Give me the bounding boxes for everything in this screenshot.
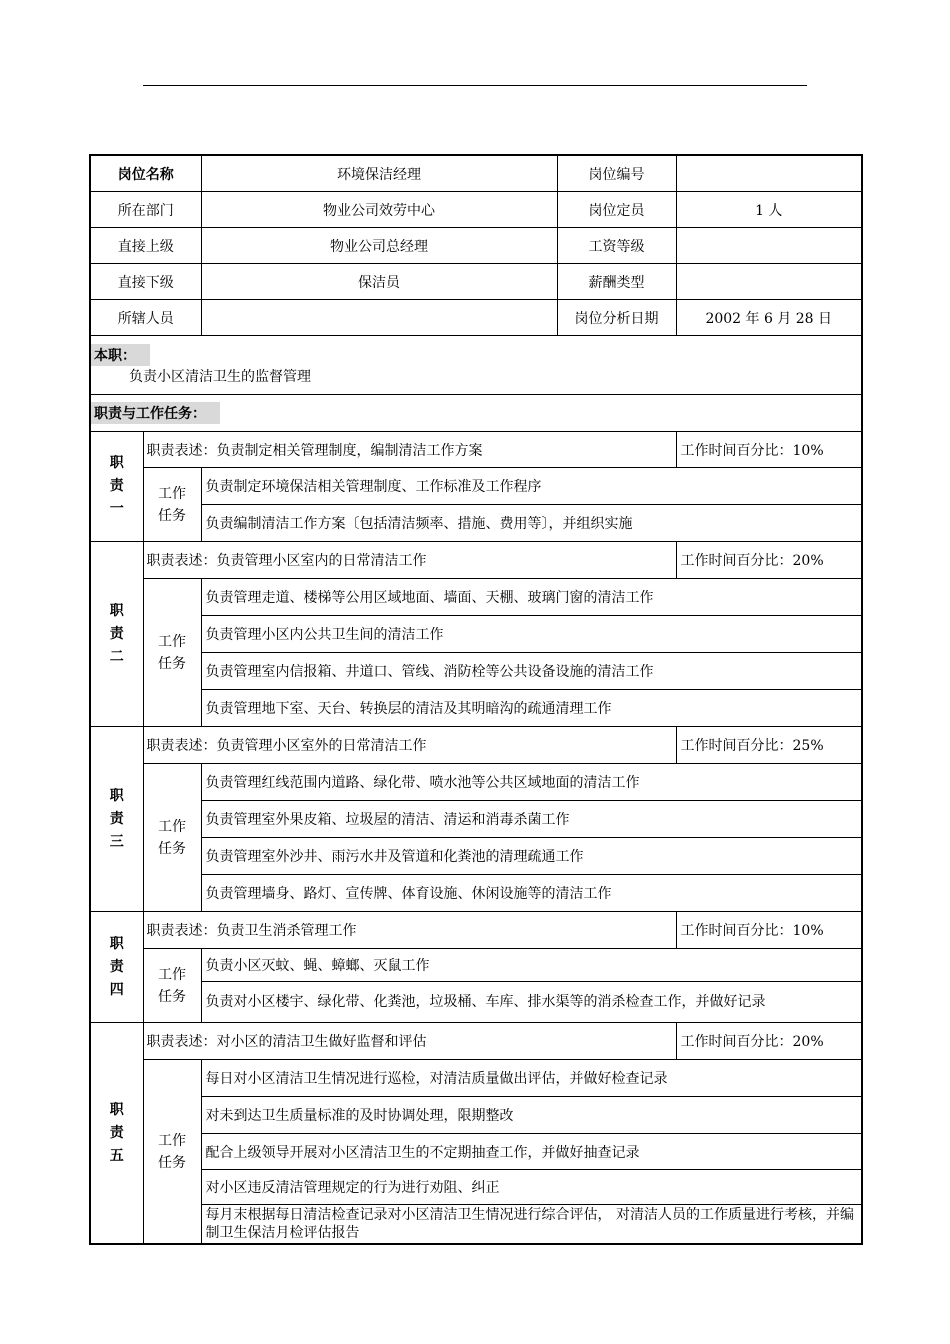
salary-grade-label: 工资等级	[557, 228, 676, 264]
duty-1-task-2: 负责编制清洁工作方案〔包括清洁频率、措施、费用等〕，并组织实施	[201, 505, 862, 542]
position-name-value: 环境保洁经理	[201, 155, 557, 192]
superior-value: 物业公司总经理	[201, 228, 557, 264]
duty-3-desc-row	[90, 727, 862, 764]
duty-5-task-row	[90, 1060, 862, 1097]
duty-2-pct: 工作时间百分比：20%	[676, 542, 862, 579]
benzhi-text: 负责小区清洁卫生的监督管理	[129, 369, 311, 385]
duty-5-task-1: 每日对小区清洁卫生情况进行巡检，对清洁质量做出评估，并做好检查记录	[201, 1060, 862, 1097]
duty-5-desc-row	[90, 1023, 862, 1060]
superior-label: 直接上级	[90, 228, 201, 264]
duty-5-task-row	[90, 1134, 862, 1170]
duty-4-pct: 工作时间百分比：10%	[676, 912, 862, 949]
position-name-label: 岗位名称	[90, 155, 201, 192]
headcount-value: 1 人	[676, 192, 862, 228]
duty-4-task-label: 工作 任务	[143, 949, 201, 1023]
row-department	[90, 192, 862, 228]
duty-3-task-row	[90, 838, 862, 875]
duty-5-task-4: 对小区违反清洁管理规定的行为进行劝阻、纠正	[201, 1170, 862, 1205]
duty-5-desc: 职责表述：对小区的清洁卫生做好监督和评估	[143, 1023, 676, 1060]
subordinate-label: 直接下级	[90, 264, 201, 300]
row-subordinate	[90, 264, 862, 300]
pay-type-label: 薪酬类型	[557, 264, 676, 300]
duty-3-task-label: 工作 任务	[143, 764, 201, 912]
duty-5-task-3: 配合上级领导开展对小区清洁卫生的不定期抽查工作，并做好抽查记录	[201, 1134, 862, 1170]
header-rule	[143, 85, 807, 86]
duty-4-task-2: 负责对小区楼宇、绿化带、化粪池，垃圾桶、车库、排水渠等的消杀检查工作，并做好记录	[201, 982, 862, 1023]
benzhi-title: 本职：	[91, 344, 150, 366]
duty-3-task-row	[90, 801, 862, 838]
duty-2-task-1: 负责管理走道、楼梯等公用区域地面、墙面、天棚、玻璃门窗的清洁工作	[201, 579, 862, 616]
duties-title-cell	[90, 395, 862, 432]
row-duties-title	[90, 395, 862, 432]
row-benzhi	[90, 336, 862, 395]
pay-type-value	[676, 264, 862, 300]
duty-2-task-row	[90, 579, 862, 616]
duty-3-desc: 职责表述：负责管理小区室外的日常清洁工作	[143, 727, 676, 764]
subordinate-value: 保洁员	[201, 264, 557, 300]
duty-2-task-row	[90, 690, 862, 727]
duty-2-task-row	[90, 616, 862, 653]
duty-1-task-row	[90, 468, 862, 505]
duty-1-task-label: 工作 任务	[143, 468, 201, 542]
managed-label: 所辖人员	[90, 300, 201, 336]
duty-2-desc: 职责表述：负责管理小区室内的日常清洁工作	[143, 542, 676, 579]
duty-4-task-1: 负责小区灭蚊、蝇、蟑螂、灭鼠工作	[201, 949, 862, 982]
duty-3-task-3: 负责管理室外沙井、雨污水井及管道和化粪池的清理疏通工作	[201, 838, 862, 875]
row-managed	[90, 300, 862, 336]
duty-2-task-2: 负责管理小区内公共卫生间的清洁工作	[201, 616, 862, 653]
duty-3-pct: 工作时间百分比：25%	[676, 727, 862, 764]
position-no-value	[676, 155, 862, 192]
duty-5-task-row	[90, 1170, 862, 1205]
department-label: 所在部门	[90, 192, 201, 228]
duty-3-task-1: 负责管理红线范围内道路、绿化带、喷水池等公共区域地面的清洁工作	[201, 764, 862, 801]
duty-1-label: 职 责 一	[90, 432, 143, 542]
duty-3-task-row	[90, 875, 862, 912]
benzhi-cell	[90, 336, 862, 395]
duty-2-desc-row	[90, 542, 862, 579]
duty-3-task-2: 负责管理室外果皮箱、垃圾屋的清洁、清运和消毒杀菌工作	[201, 801, 862, 838]
duty-4-desc-row	[90, 912, 862, 949]
managed-value	[201, 300, 557, 336]
salary-grade-value	[676, 228, 862, 264]
duty-2-label: 职 责 二	[90, 542, 143, 727]
duty-1-desc: 职责表述：负责制定相关管理制度，编制清洁工作方案	[143, 432, 676, 468]
duty-2-task-4: 负责管理地下室、天台、转换层的清洁及其明暗沟的疏通清理工作	[201, 690, 862, 727]
duty-5-pct: 工作时间百分比：20%	[676, 1023, 862, 1060]
duty-5-task-row	[90, 1097, 862, 1134]
duty-1-task-1: 负责制定环境保洁相关管理制度、工作标准及工作程序	[201, 468, 862, 505]
duty-3-task-4: 负责管理墙身、路灯、宣传牌、体育设施、休闲设施等的清洁工作	[201, 875, 862, 912]
headcount-label: 岗位定员	[557, 192, 676, 228]
duty-3-label: 职 责 三	[90, 727, 143, 912]
duty-4-label: 职 责 四	[90, 912, 143, 1023]
duty-1-desc-row	[90, 432, 862, 468]
duty-2-task-3: 负责管理室内信报箱、井道口、管线、消防栓等公共设备设施的清洁工作	[201, 653, 862, 690]
duty-5-label: 职 责 五	[90, 1023, 143, 1245]
duties-title: 职责与工作任务：	[91, 402, 220, 424]
position-no-label: 岗位编号	[557, 155, 676, 192]
duty-2-task-row	[90, 653, 862, 690]
duty-1-pct: 工作时间百分比：10%	[676, 432, 862, 468]
row-superior	[90, 228, 862, 264]
analysis-date-label: 岗位分析日期	[557, 300, 676, 336]
duty-4-task-row	[90, 982, 862, 1023]
department-value: 物业公司效劳中心	[201, 192, 557, 228]
analysis-date-value: 2002 年 6 月 28 日	[676, 300, 862, 336]
duty-4-desc: 职责表述：负责卫生消杀管理工作	[143, 912, 676, 949]
duty-5-task-label: 工作 任务	[143, 1060, 201, 1245]
duty-3-task-row	[90, 764, 862, 801]
duty-2-task-label: 工作 任务	[143, 579, 201, 727]
job-description-table	[89, 154, 863, 1245]
duty-4-task-row	[90, 949, 862, 982]
duty-5-task-row	[90, 1205, 862, 1245]
duty-1-task-row	[90, 505, 862, 542]
row-position-name	[90, 155, 862, 192]
duty-5-task-5: 每月末根据每日清洁检查记录对小区清洁卫生情况进行综合评估， 对清洁人员的工作质量进行考核，并编制卫生保洁月检评估报告	[201, 1205, 862, 1245]
duty-5-task-2: 对未到达卫生质量标准的及时协调处理，限期整改	[201, 1097, 862, 1134]
